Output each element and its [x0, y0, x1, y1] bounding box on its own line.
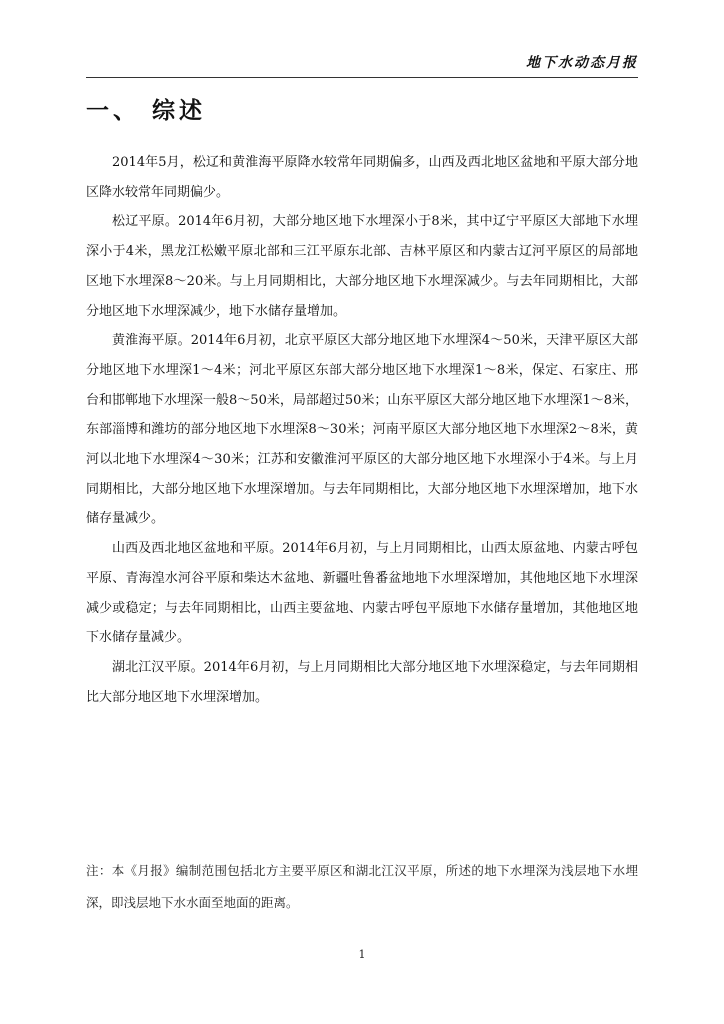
paragraph-huanghuaihai: 黄淮海平原。2014年6月初，北京平原区大部分地区地下水埋深4～50米，天津平原区大部分地区地下水埋深1～4米；河北平原区东部大部分地区地下水埋深1～8米，保定、石家庄、邢台和邯郸地下水埋深一般8～50米，局部超过50米；山东平原区大部分地区地下水埋深1～8米，东部淄博和潍坊的部分地区地下水埋深8～30米；河南平原区大部分地区地下水埋深2～8米，黄河以北地下水埋深4～30米；江苏和安徽淮河平原区的大部分地区地下水埋深小于4米。与上月同期相比，大部分地区地下水埋深增加。与去年同期相比，大部分地区地下水埋深增加，地下水储存量减少。 — [86, 333, 638, 527]
paragraph-overview: 2014年5月，松辽和黄淮海平原降水较常年同期偏多，山西及西北地区盆地和平原大部分地区降水较常年同期偏少。 — [86, 155, 638, 200]
paragraph-jianghan: 湖北江汉平原。2014年6月初，与上月同期相比大部分地区地下水埋深稳定，与去年同期相比大部分地区地下水埋深增加。 — [86, 659, 638, 705]
running-header-title: 地下水动态月报 — [526, 55, 638, 71]
page-number: 1 — [358, 948, 366, 961]
paragraph-shanxi-northwest: 山西及西北地区盆地和平原。2014年6月初，与上月同期相比，山西太原盆地、内蒙古呼包平原、青海湟水河谷平原和柴达木盆地、新疆吐鲁番盆地地下水埋深增加，其他地区地下水埋深减少或稳定；与去年同期相比，山西主要盆地、内蒙古呼包平原地下水储存量增加，其他地区地下水储存量减少。 — [86, 541, 638, 646]
section-heading: 一、 综述 — [86, 98, 207, 124]
footnote: 注：本《月报》编制范围包括北方主要平原区和湖北江汉平原，所述的地下水埋深为浅层地下水埋深，即浅层地下水水面至地面的距离。 — [86, 863, 638, 910]
body-text — [86, 148, 638, 712]
paragraph-songliao: 松辽平原。2014年6月初，大部分地区地下水埋深小于8米，其中辽宁平原区大部地下水埋深小于4米，黑龙江松嫩平原北部和三江平原东北部、吉林平原区和内蒙古辽河平原区的局部地区地下水埋深8～20米。与上月同期相比，大部分地区地下水埋深减少。与去年同期相比，大部分地区地下水埋深减少，地下水储存量增加。 — [86, 214, 638, 319]
header-divider — [86, 77, 638, 78]
